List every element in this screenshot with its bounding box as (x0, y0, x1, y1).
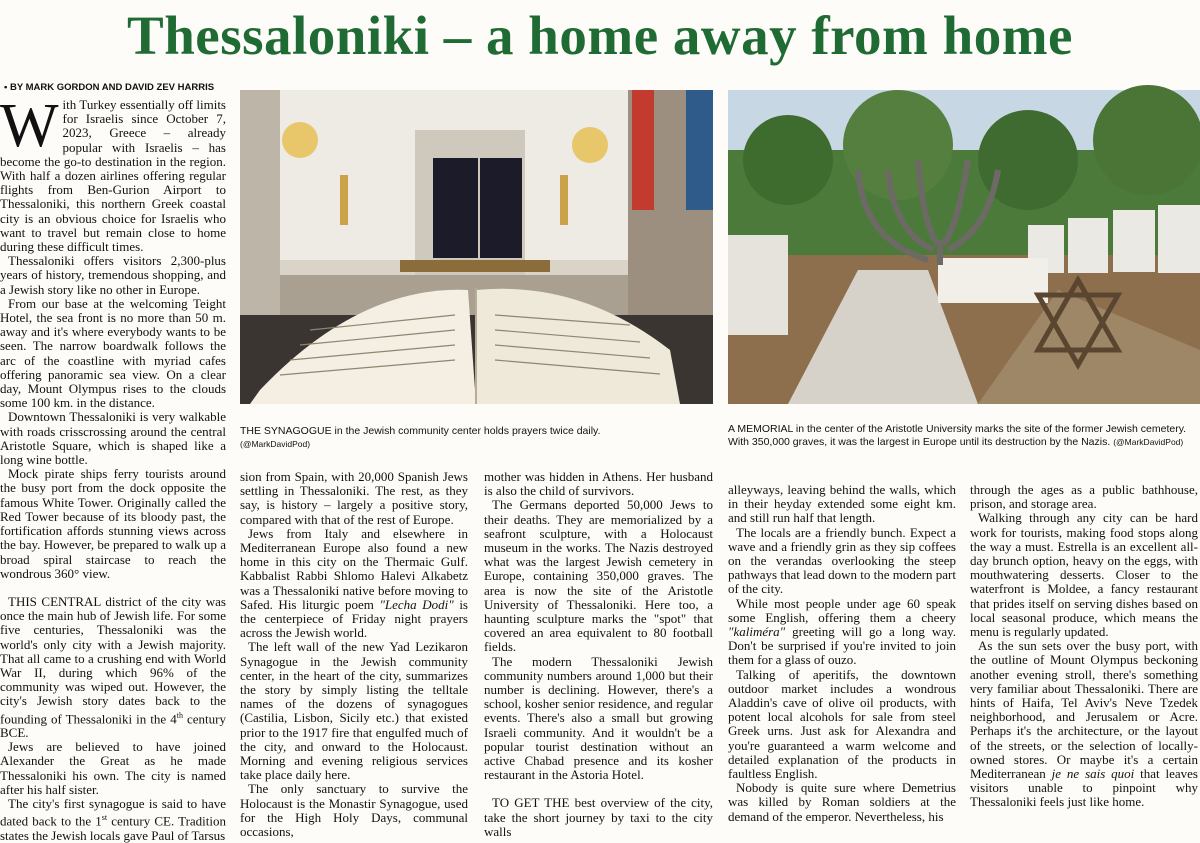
paragraph (484, 796, 713, 839)
paragraph (970, 639, 1198, 809)
paragraph: mother was hidden in Athens. Her husband is also the child of survivors. (484, 469, 713, 499)
paragraph (0, 595, 226, 740)
paragraph-text: best overview of the city, take the short journey by taxi to the city walls (484, 795, 714, 839)
section-lead: THIS CENTRAL (8, 593, 101, 609)
headline: Thessaloniki – a home away from home (127, 5, 1073, 66)
paragraph-text: is the centerpiece of Friday night prayers across the Jewish world. (240, 596, 468, 641)
paragraph (0, 797, 226, 843)
paragraph-text: Jews from Italy and elsewhere in Mediterranean Europe also found a new home in this city on the Thermaic Gulf. Kabbalist Rabbi Shlomo Halevi Alkabetz was a Thessaloniki native before moving to Safed. His liturgic poem (240, 525, 468, 612)
emphasis-text: "Lecha Dodi" (379, 596, 454, 612)
paragraph-text: ith Turkey essentially off limits for Israelis since October 7, 2023, Greece – already popular with Israelis – has become the go-to destination in the region. With half a dozen airlines offering regular flights from Ben-Gurion Airport to Thessaloniki, this northern Greek coastal city is an obvious choice for Israelis who want to travel but remain close to home during these difficult times. (0, 97, 226, 255)
paragraph-text: district of the city was once the main hub of Jewish life. For some five centuries, Thessaloniki was the world's only city with a Jewish majority. That all came to a crushing end with World War II, during which 96% of the community was wiped out. However, the city's Jewish story dates back to the founding of Thessaloniki in the 4 (0, 593, 226, 726)
paragraph (0, 92, 226, 255)
paragraph: The only sanctuary to survive the Holocaust is the Monastir Synagogue, used for the High Holy Days, communal occasions, (240, 781, 468, 840)
paragraph-text: greeting will go a long way. Don't be surprised if you're invited to join them for a glass of ouzo. (728, 624, 956, 668)
memorial-photo (728, 90, 1200, 404)
paragraph: Downtown Thessaloniki is very walkable with roads crisscrossing around the central Aristotle Square, which is shaped like a long wine bottle. (0, 409, 226, 468)
memorial-illustration (728, 90, 1200, 404)
article-column-3 (484, 469, 714, 839)
caption-text: in the Jewish community center holds prayers twice daily. (331, 425, 601, 437)
photo-credit: (@MarkDavidPod) (240, 439, 311, 449)
photo-caption-memorial (728, 423, 1196, 449)
paragraph-text: that leaves visitors unable to pinpoint why Thessaloniki feels just like home. (970, 766, 1198, 810)
caption-text: in the center of the Aristotle University marks the site of the former Jewish cemetery. With 350,000 graves, it was the largest in Europe until its destruction by the Nazis. (728, 423, 1187, 448)
section-lead: TO GET THE (492, 795, 570, 811)
caption-lead: A MEMORIAL (728, 423, 793, 435)
paragraph: through the ages as a public bathhouse, prison, and storage area. (970, 482, 1198, 512)
paragraph: Thessaloniki offers visitors 2,300-plus years of history, tremendous shopping, and a Jewish story like no other in Europe. (0, 253, 226, 297)
paragraph: Talking of aperitifs, the downtown outdoor market includes a wondrous Aladdin's cave of olive oil products, with potent local alcohols for sale from steel Greek urns. Just ask for Alexandra and you're guaranteed a warm welcome and detailed explanation of the products in faultless English. (728, 666, 956, 782)
caption-lead: THE SYNAGOGUE (240, 425, 332, 437)
photo-credit: (@MarkDavidPod) (1113, 437, 1184, 447)
paragraph: The left wall of the new Yad Lezikaron Synagogue in the Jewish community center, in the heart of the city, summarizes the story by simply listing the telltale names of the dozens of synagogues (Castilia, Lisbon, Sicily etc.) that existed prior to the 1917 fire that engulfed much of the city, and onward to the Holocaust. Morning and evening religious services take place daily here. (240, 639, 468, 783)
paragraph-text: century BCE. (0, 710, 227, 741)
article-column-1 (0, 92, 227, 843)
paragraph (240, 527, 468, 641)
paragraph: Jews are believed to have joined Alexander the Great as he made Thessaloniki his own. The city is named after his half sister. (0, 739, 226, 797)
emphasis-text: je ne sais quoi (1051, 766, 1135, 782)
superscript: th (176, 710, 183, 720)
drop-cap: W (0, 92, 59, 160)
synagogue-illustration (240, 90, 713, 404)
superscript: st (101, 813, 108, 823)
synagogue-photo (240, 90, 713, 404)
paragraph: The modern Thessaloniki Jewish community numbers around 1,000 but their number is declining. However, there's a school, kosher senior residence, and regular events. There's also a small but growing Israeli community. And it wouldn't be a popular tourist destination without an active Chabad presence and its kosher restaurant in the Astoria Hotel. (484, 653, 713, 783)
emphasis-text: "kaliméra" (728, 624, 786, 640)
paragraph: The locals are a friendly bunch. Expect a wave and a friendly grin as they sip coffees on the verandas overlooking the steep pathways that lead down to the modern part of the city. (728, 524, 956, 597)
paragraph: sion from Spain, with 20,000 Spanish Jews settling in Thessaloniki. The rest, as they say, is history – largely a positive story, compared with that of the rest of Europe. (240, 469, 468, 527)
paragraph: Mock pirate ships ferry tourists around the busy port from the dock opposite the famous White Tower. Originally called the Red Tower because of its bloody past, the fortification affords stunning views across the bay. However, be prepared to walk up a broad spiral staircase to reach the wondrous 360° view. (0, 466, 226, 581)
byline: • BY MARK GORDON AND DAVID ZEV HARRIS (4, 82, 215, 93)
paragraph: The Germans deported 50,000 Jews to their deaths. They are memorialized by a seafront sculpture, with a Holocaust museum in the works. The Nazis destroyed what was the largest Jewish cemetery in Europe, containing 350,000 graves. The area is now the site of the Aristotle University of Thessaloniki. Here too, a haunting sculpture marks the "spot" that covered an area equivalent to 80 football fields. (484, 497, 713, 655)
paragraph: Nobody is quite sure where Demetrius was killed by Roman soldiers at the demand of the emperor. Nevertheless, his (728, 780, 956, 824)
article-column-2 (240, 469, 468, 840)
paragraph-text: century CE. Tradition states the Jewish locals gave Paul of Tarsus (0, 813, 227, 843)
article-column-5 (970, 482, 1198, 810)
paragraph-text: The city's first synagogue is said to have dated back to the 1 (0, 796, 226, 829)
paragraph: From our base at the welcoming Teight Hotel, the sea front is no more than 50 m. away and it's where everybody wants to be seen. The narrow boardwalk follows the arc of the coastline with myriad cafes offering panoramic sea view. On a clear day, Mount Olympus rises to the clouds some 100 km. in the distance. (0, 295, 226, 411)
paragraph-text: While most people under age 60 speak some English, offering them a cheery (728, 595, 956, 625)
paragraph (728, 597, 956, 668)
photo-caption-synagogue (240, 425, 713, 451)
article-column-4 (728, 482, 956, 824)
paragraph-text: As the sun sets over the busy port, with the outline of Mount Olympus beckoning another evening stroll, there's something very familiar about Thessaloniki. There are hints of Haifa, Tel Aviv's Neve Tzedek neighborhood, and Jerusalem or Acre. Perhaps it's the architecture, or the layout of the streets, or the selection of locally-owned stores. Or maybe it's a certain Mediterranean (970, 638, 1198, 782)
paragraph: Walking through any city can be hard work for tourists, making food stops along the way a must. Estrella is an excellent all-day brunch option, heavy on the eggs, with mouthwatering desserts. Closer to the waterfront is Moldee, a fancy restaurant that prides itself on serving dishes based on local seasonal produce, which means the menu is regularly updated. (970, 510, 1198, 640)
paragraph: alleyways, leaving behind the walls, which in their heyday extended some eight km. and still run half that length. (728, 482, 956, 526)
